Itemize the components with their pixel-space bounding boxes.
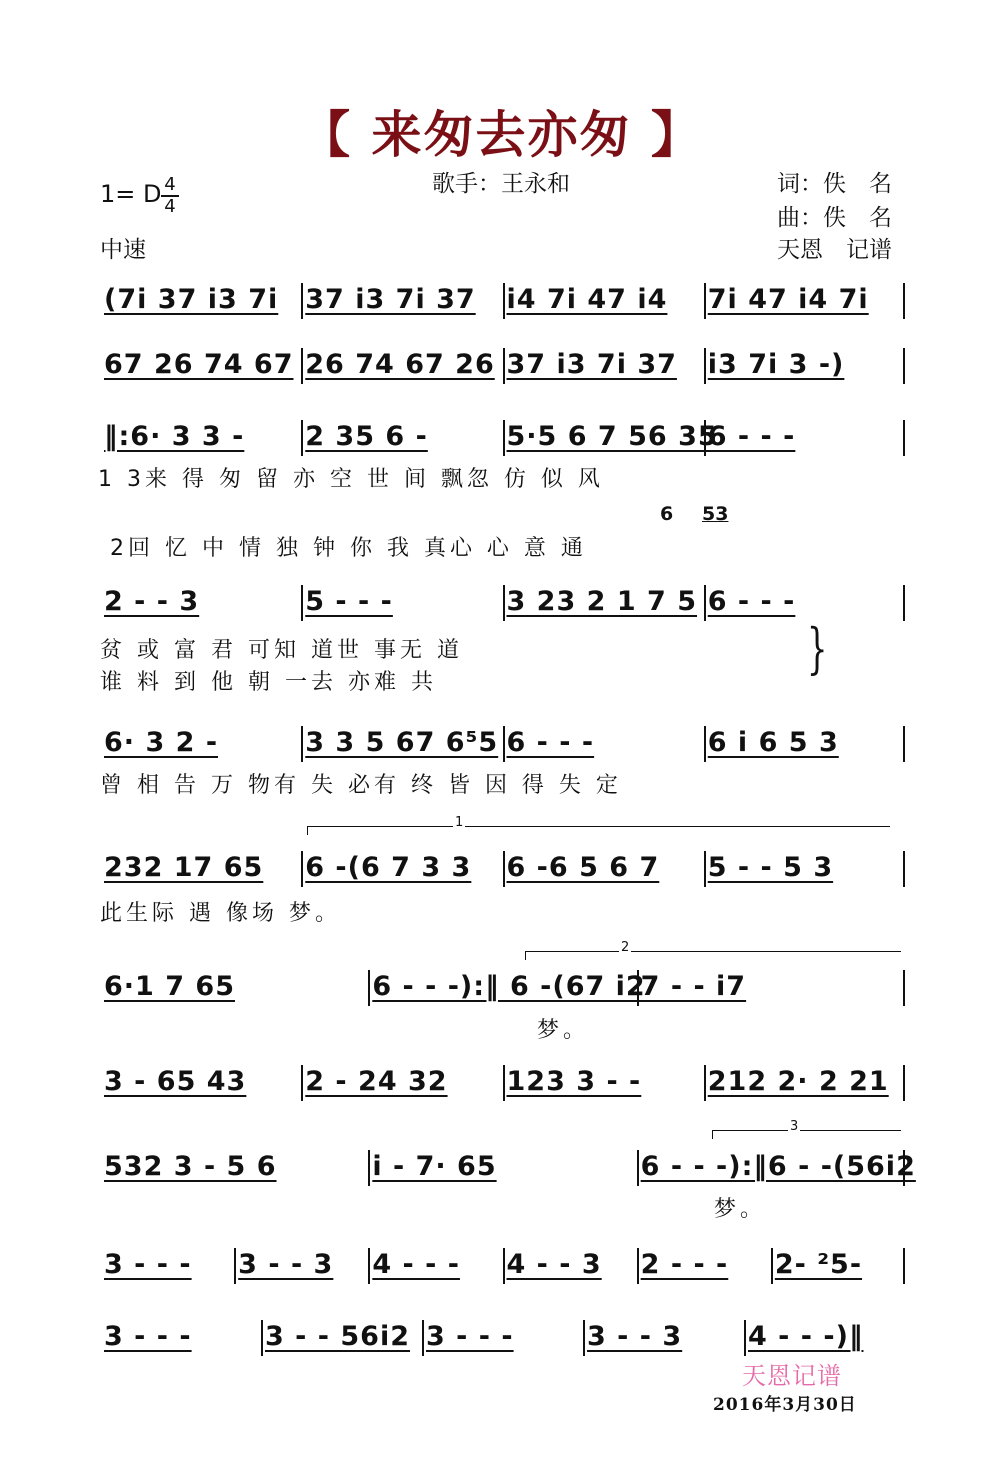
time-signature [160, 176, 180, 216]
barline [771, 1248, 773, 1284]
barline [503, 851, 505, 887]
measure: 232 17 65 [104, 852, 264, 883]
measure: 7i 47 i4 7i [707, 284, 869, 315]
barline [903, 1248, 905, 1284]
barline [903, 1150, 905, 1186]
measure: i4 7i 47 i4 [506, 284, 668, 315]
barline [503, 1248, 505, 1284]
lyric-end2: 梦。 [537, 1018, 590, 1043]
barline [903, 420, 905, 456]
measure: 2 - - - [640, 1249, 729, 1280]
transcriber-label: 天恩 记谱 [777, 237, 892, 263]
time-numerator: 4 [164, 174, 176, 195]
measure: 212 2· 2 21 [707, 1066, 889, 1097]
barline [234, 1248, 236, 1284]
measure: 2 35 6 - [305, 421, 428, 452]
measure: 6 - - - [707, 421, 796, 452]
barline [704, 1065, 706, 1101]
barline [637, 970, 639, 1006]
barline [368, 1150, 370, 1186]
barline [704, 851, 706, 887]
variant-note-6: 6 [660, 503, 674, 525]
barline [503, 420, 505, 456]
barline [704, 585, 706, 621]
barline [301, 283, 303, 319]
notation-row [100, 970, 905, 1010]
barline [503, 283, 505, 319]
measure: ‖:6· 3 3 - [104, 421, 245, 452]
lyric-end3: 梦。 [714, 1197, 767, 1222]
measure: (7i 37 i3 7i [104, 284, 279, 315]
measure: 67 26 74 67 [104, 349, 294, 380]
measure: i - 7· 65 [372, 1151, 497, 1182]
measure: 5 - - 5 3 [707, 852, 834, 883]
measure: 3 23 2 1 7 5 [506, 586, 698, 617]
barline [503, 726, 505, 762]
measure: 6 -6 5 6 7 [506, 852, 660, 883]
measure: 26 74 67 26 [305, 349, 495, 380]
lyric-v1-a: 1 3来 得 匆 留 亦 空 世 间 飘忽 仿 似 风 [98, 467, 604, 492]
singer-label: 歌手：王永和 [432, 171, 570, 197]
volta-2: 2 [525, 951, 901, 960]
barline [903, 585, 905, 621]
lyric-v2-b: 谁 料 到 他 朝 一去 亦难 共 [100, 670, 437, 695]
barline [301, 420, 303, 456]
barline [301, 726, 303, 762]
notation-row [100, 1150, 916, 1190]
measure: 3 - 65 43 [104, 1066, 247, 1097]
signature-stamp: 天恩记谱 [742, 1362, 842, 1390]
transcription-date: 2016年3月30日 [713, 1395, 857, 1415]
barline [744, 1320, 746, 1356]
lyricist-label: 词：佚 名 [777, 171, 892, 197]
measure: 4 - - - [372, 1249, 460, 1280]
barline [903, 283, 905, 319]
measure: 4 - - 3 [506, 1249, 602, 1280]
page-title: 【 来匆去亦匆 】 [300, 106, 703, 164]
measure: 37 i3 7i 37 [305, 284, 476, 315]
measure: 3 - - - [104, 1249, 192, 1280]
measure: 6 -(6 7 3 3 [305, 852, 472, 883]
notation-row [100, 1320, 905, 1360]
barline [903, 970, 905, 1006]
barline [301, 1065, 303, 1101]
barline [704, 726, 706, 762]
barline [903, 726, 905, 762]
measure: 2 - 24 32 [305, 1066, 448, 1097]
barline [903, 851, 905, 887]
barline [301, 585, 303, 621]
measure: 5 - - - [305, 586, 393, 617]
barline [583, 1320, 585, 1356]
measure: 6· 3 2 - [104, 727, 219, 758]
measure: 2- ²5- [774, 1249, 863, 1280]
tempo-label: 中速 [100, 237, 146, 263]
notation-row [100, 585, 905, 625]
measure: 5·5 6 7 56 35 [506, 421, 718, 452]
notation-row [100, 348, 905, 388]
barline [637, 1248, 639, 1284]
volta-1: 1 [307, 826, 890, 835]
measure: 3 - - 3 [238, 1249, 334, 1280]
barline [903, 348, 905, 384]
measure: 6·1 7 65 [104, 971, 235, 1002]
notation-row [100, 851, 905, 891]
barline [261, 1320, 263, 1356]
lyric-v3: 曾 相 告 万 物有 失 必有 终 皆 因 得 失 定 [100, 773, 622, 798]
measure: 2 - - 3 [104, 586, 200, 617]
barline [704, 348, 706, 384]
barline [503, 1065, 505, 1101]
time-denominator: 4 [164, 196, 176, 217]
composer-label: 曲：佚 名 [777, 205, 892, 231]
notation-row [100, 283, 905, 323]
barline [422, 1320, 424, 1356]
measure: 6 - - -):‖6 - -(56i2 [640, 1151, 916, 1182]
measure: 123 3 - - [506, 1066, 642, 1097]
barline [503, 348, 505, 384]
barline [637, 1150, 639, 1186]
measure: 7 - - i7 [640, 971, 747, 1002]
measure: 3 - - - [104, 1321, 192, 1352]
volta-3: 3 [712, 1130, 901, 1139]
barline [903, 1065, 905, 1101]
lyric-v2-a: 贫 或 富 君 可知 道世 事无 道 [100, 638, 463, 663]
lyric-end1: 此生际 遇 像场 梦。 [100, 901, 341, 926]
measure: 3 - - - [426, 1321, 514, 1352]
barline [301, 348, 303, 384]
measure: 6 - - - [707, 586, 796, 617]
measure: 6 - - - [506, 727, 595, 758]
barline [503, 585, 505, 621]
notation-row [100, 726, 905, 766]
variant-note-53: 53 [702, 503, 729, 525]
notation-row [100, 1248, 905, 1288]
measure: i3 7i 3 -) [707, 349, 845, 380]
barline [368, 970, 370, 1006]
notation-row [100, 1065, 905, 1105]
barline [704, 420, 706, 456]
measure: 532 3 - 5 6 [104, 1151, 277, 1182]
measure: 37 i3 7i 37 [506, 349, 677, 380]
measure: 3 - - 56i2 [265, 1321, 411, 1352]
measure: 6 - - -):‖ 6 -(67 i2 [372, 971, 646, 1002]
barline [704, 283, 706, 319]
lyric-brace: } [806, 617, 828, 680]
barline [301, 851, 303, 887]
key-signature: 1= D [100, 180, 162, 208]
barline [368, 1248, 370, 1284]
measure: 4 - - -)‖ [748, 1321, 864, 1352]
measure: 3 3 5 67 6⁵5 [305, 727, 499, 758]
measure: 3 - - 3 [587, 1321, 683, 1352]
measure: 6 i 6 5 3 [707, 727, 839, 758]
lyric-v1-b: 2回 忆 中 情 独 钟 你 我 真心 心 意 通 [110, 536, 587, 561]
notation-row [100, 420, 905, 460]
